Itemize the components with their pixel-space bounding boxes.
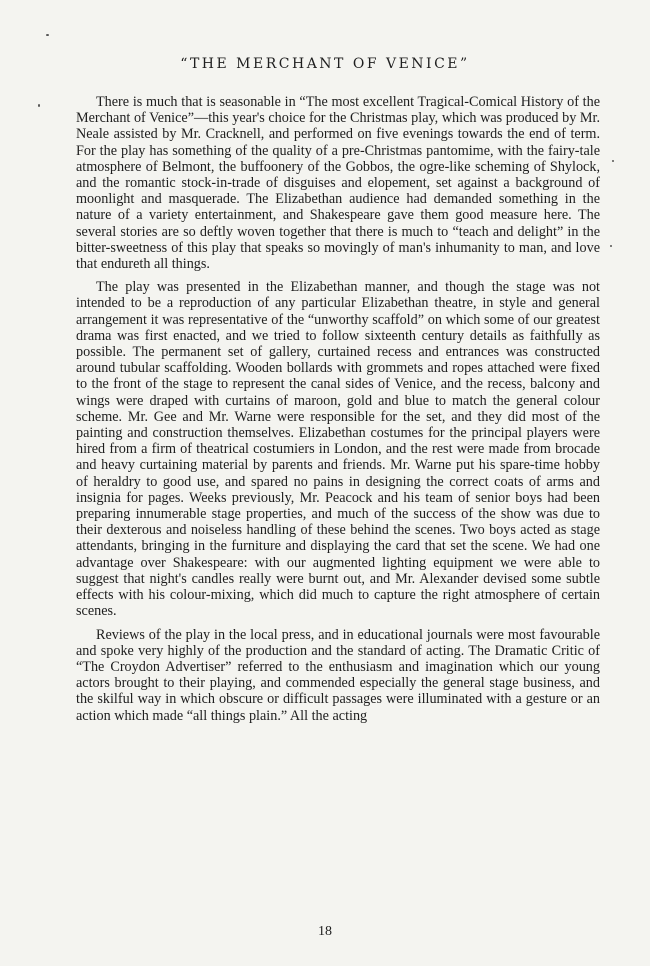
article-title: “THE MERCHANT OF VENICE” <box>180 56 470 72</box>
scan-speck <box>612 160 614 162</box>
paragraph-2: The play was presented in the Elizabethan manner, and though the stage was not intended to be a reproduction of any particular Elizabethan theatre, in style and general arrangement it was representative of the “unworthy scaffold” on which some of our greatest drama was first enacted, and we tried to follow sixteenth century details as faithfully as possible. The permanent set of gallery, curtained recess and entrances was constructed around tubular scaffolding. Wooden bollards with grommets and ropes attached were fixed to the front of the stage to represent the canal sides of Venice, and the recess, balcony and wings were draped with curtains of maroon, gold and blue to match the general colour scheme. Mr. Gee and Mr. Warne were responsible for the set, and they did most of the painting and construction themselves. Elizabethan costumes for the principal players were hired from a firm of theatrical costumiers in London, and the rest were made from brocade and heavy curtaining material by parents and friends. Mr. Warne put his spare-time hobby of heraldry to good use, and spared no pains in designing the correct coats of arms and insignia for pages. Weeks previously, Mr. Peacock and his team of senior boys had been preparing innumerable stage properties, and much of the success of the show was due to their dexterous and noiseless handling of these behind the scenes. Two boys acted as stage attendants, bringing in the furniture and displaying the card that set the scene. We had one advantage over Shakespeare: with our augmented lighting equipment we were able to suggest that night's candles really were burnt out, and Mr. Alexander devised some subtle effects with his colour-mixing, which did much to capture the right atmosphere of certain scenes. <box>76 279 600 620</box>
scan-speck <box>46 34 49 36</box>
scan-speck <box>38 104 40 107</box>
scan-speck <box>610 245 612 247</box>
paragraph-3: Reviews of the play in the local press, and in educational journals were most favourable and spoke very highly of the production and the standard of acting. The Dramatic Critic of “The Croydon Advertiser” referred to the enthusiasm and imagination which our young actors brought to their playing, and commended especially the general stage business, and the skilful way in which obscure or difficult passages were illuminated with a gesture or an action which made “all things plain.” All the acting <box>76 626 600 724</box>
article-body <box>76 94 600 731</box>
paragraph-1: There is much that is seasonable in “The most excellent Tragical-Comical History of the Merchant of Venice”—this year's choice for the Christmas play, which was produced by Mr. Neale assisted by Mr. Cracknell, and performed on five evenings towards the end of term. For the play has something of the quality of a pre-Christmas pantomime, with the fairy-tale atmosphere of Belmont, the buffoonery of the Gobbos, the ogre-like scheming of Shylock, and the romantic stock-in-trade of disguises and elopement, set against a background of moonlight and masquerade. The Elizabethan audience had demanded something in the nature of a variety entertainment, and Shakespeare gave them good measure here. The several stories are so deftly woven together that there is much to “teach and delight” in the bitter-sweetness of this play that speaks so movingly of man's inhumanity to man, and love that endureth all things. <box>76 94 600 273</box>
page-number: 18 <box>318 924 332 939</box>
